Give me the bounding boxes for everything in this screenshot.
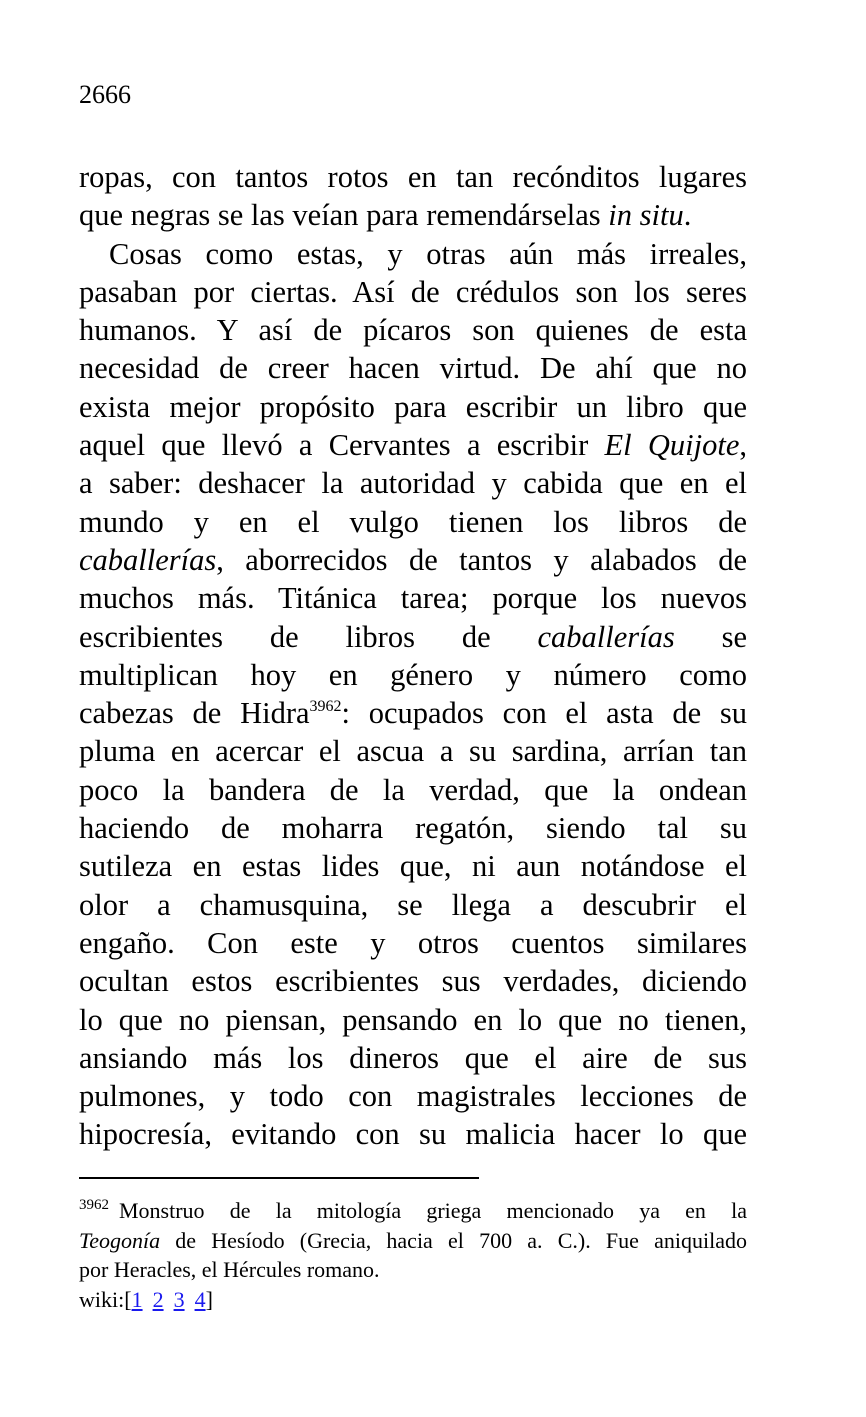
text-segment: escribientes de libros de — [79, 619, 538, 654]
wiki-link-3[interactable]: 3 — [173, 1286, 185, 1312]
text-line — [79, 732, 747, 770]
text-segment: pulmones, y todo con magistrales lecciones de — [79, 1079, 747, 1114]
text-segment: humanos. Y así de pícaros son quienes de esta — [79, 313, 747, 348]
text-segment: exista mejor propósito para escribir un libro que — [79, 389, 747, 424]
text-line — [79, 196, 747, 234]
text-line — [79, 349, 747, 387]
text-line — [79, 886, 747, 924]
text-line — [79, 656, 747, 694]
italic-phrase: caballerías — [79, 542, 217, 577]
text-line — [79, 158, 747, 196]
text-segment: , — [739, 428, 747, 463]
wiki-suffix: ] — [205, 1286, 213, 1312]
footnote-line — [79, 1196, 747, 1226]
footnote-reference[interactable]: 3962 — [309, 698, 342, 716]
italic-phrase: El Quijote — [604, 428, 740, 463]
text-line — [79, 1077, 747, 1115]
footnote-text: Monstruo de la mitología griega mencionado ya en la — [119, 1198, 747, 1223]
text-line — [79, 388, 747, 426]
text-segment: ocultan estos escribientes sus verdades, diciendo — [79, 964, 747, 999]
text-line — [79, 924, 747, 962]
text-segment: Cosas como estas, y otras aún más irreales, — [109, 236, 747, 271]
page-number: 2666 — [79, 80, 131, 109]
text-line — [79, 809, 747, 847]
text-segment: haciendo de moharra regatón, siendo tal su — [79, 811, 747, 846]
footnote-divider — [79, 1177, 479, 1179]
text-line — [79, 1039, 747, 1077]
text-segment: : ocupados con el asta de su — [341, 696, 747, 731]
text-segment: engaño. Con este y otros cuentos similares — [79, 925, 747, 960]
text-segment: a saber: deshacer la autoridad y cabida que en el — [79, 466, 747, 501]
footnote-italic: Teogonía — [79, 1227, 161, 1253]
footnote-text: por Heracles, el Hércules romano. — [79, 1257, 380, 1282]
footnote-number: 3962 — [79, 1197, 109, 1213]
text-line — [79, 273, 747, 311]
text-segment: pasaban por ciertas. Así de crédulos son los seres — [79, 274, 747, 309]
text-segment: , aborrecidos de tantos y alabados de — [216, 542, 747, 577]
text-line — [79, 311, 747, 349]
text-segment: mundo y en el vulgo tienen los libros de — [79, 504, 747, 539]
footnote-line — [79, 1226, 747, 1256]
text-segment: pluma en acercar el ascua a su sardina, arrían tan — [79, 734, 747, 769]
wiki-link-1[interactable]: 1 — [131, 1286, 143, 1312]
wiki-links — [79, 1285, 747, 1315]
text-line — [79, 962, 747, 1000]
footnote-text: de Hesíodo (Grecia, hacia el 700 a. C.). Fue aniquilado — [160, 1227, 747, 1253]
text-line — [79, 579, 747, 617]
text-line — [79, 464, 747, 502]
text-segment: se — [674, 619, 747, 654]
text-line — [79, 541, 747, 579]
text-segment: . — [683, 198, 692, 233]
text-segment: ansiando más los dineros que el aire de sus — [79, 1040, 747, 1075]
text-line — [79, 426, 747, 464]
wiki-prefix: wiki:[ — [79, 1286, 132, 1312]
text-segment: olor a chamusquina, se llega a descubrir el — [79, 887, 747, 922]
wiki-link-4[interactable]: 4 — [194, 1286, 206, 1312]
italic-phrase: caballerías — [537, 619, 675, 654]
wiki-link-2[interactable]: 2 — [152, 1286, 164, 1312]
text-segment: multiplican hoy en género y número como — [79, 657, 747, 692]
text-segment: ropas, con tantos rotos en tan recónditos lugares — [79, 160, 747, 194]
text-line — [79, 847, 747, 885]
text-line — [79, 618, 747, 656]
text-segment: muchos más. Titánica tarea; porque los nuevos — [79, 581, 747, 616]
text-line — [79, 503, 747, 541]
footnote-section — [79, 1196, 747, 1314]
text-line — [79, 1001, 747, 1039]
main-text — [79, 158, 747, 1154]
text-line — [79, 771, 747, 809]
text-segment: necesidad de creer hacen virtud. De ahí que no — [79, 351, 747, 386]
text-segment: lo que no piensan, pensando en lo que no tienen, — [79, 1002, 747, 1037]
text-segment: sutileza en estas lides que, ni aun notándose el — [79, 849, 747, 884]
text-segment: poco la bandera de la verdad, que la ondean — [79, 772, 747, 807]
text-line — [79, 694, 747, 732]
text-segment: hipocresía, evitando con su malicia hacer lo que — [79, 1117, 747, 1152]
text-segment: que negras se las veían para remendárselas — [79, 198, 609, 233]
text-line — [79, 1115, 747, 1153]
text-line — [79, 235, 747, 273]
text-segment: aquel que llevó a Cervantes a escribir — [79, 428, 605, 463]
text-segment: cabezas de Hidra — [79, 696, 310, 731]
italic-phrase: in situ — [608, 198, 684, 233]
footnote-line — [79, 1255, 747, 1285]
